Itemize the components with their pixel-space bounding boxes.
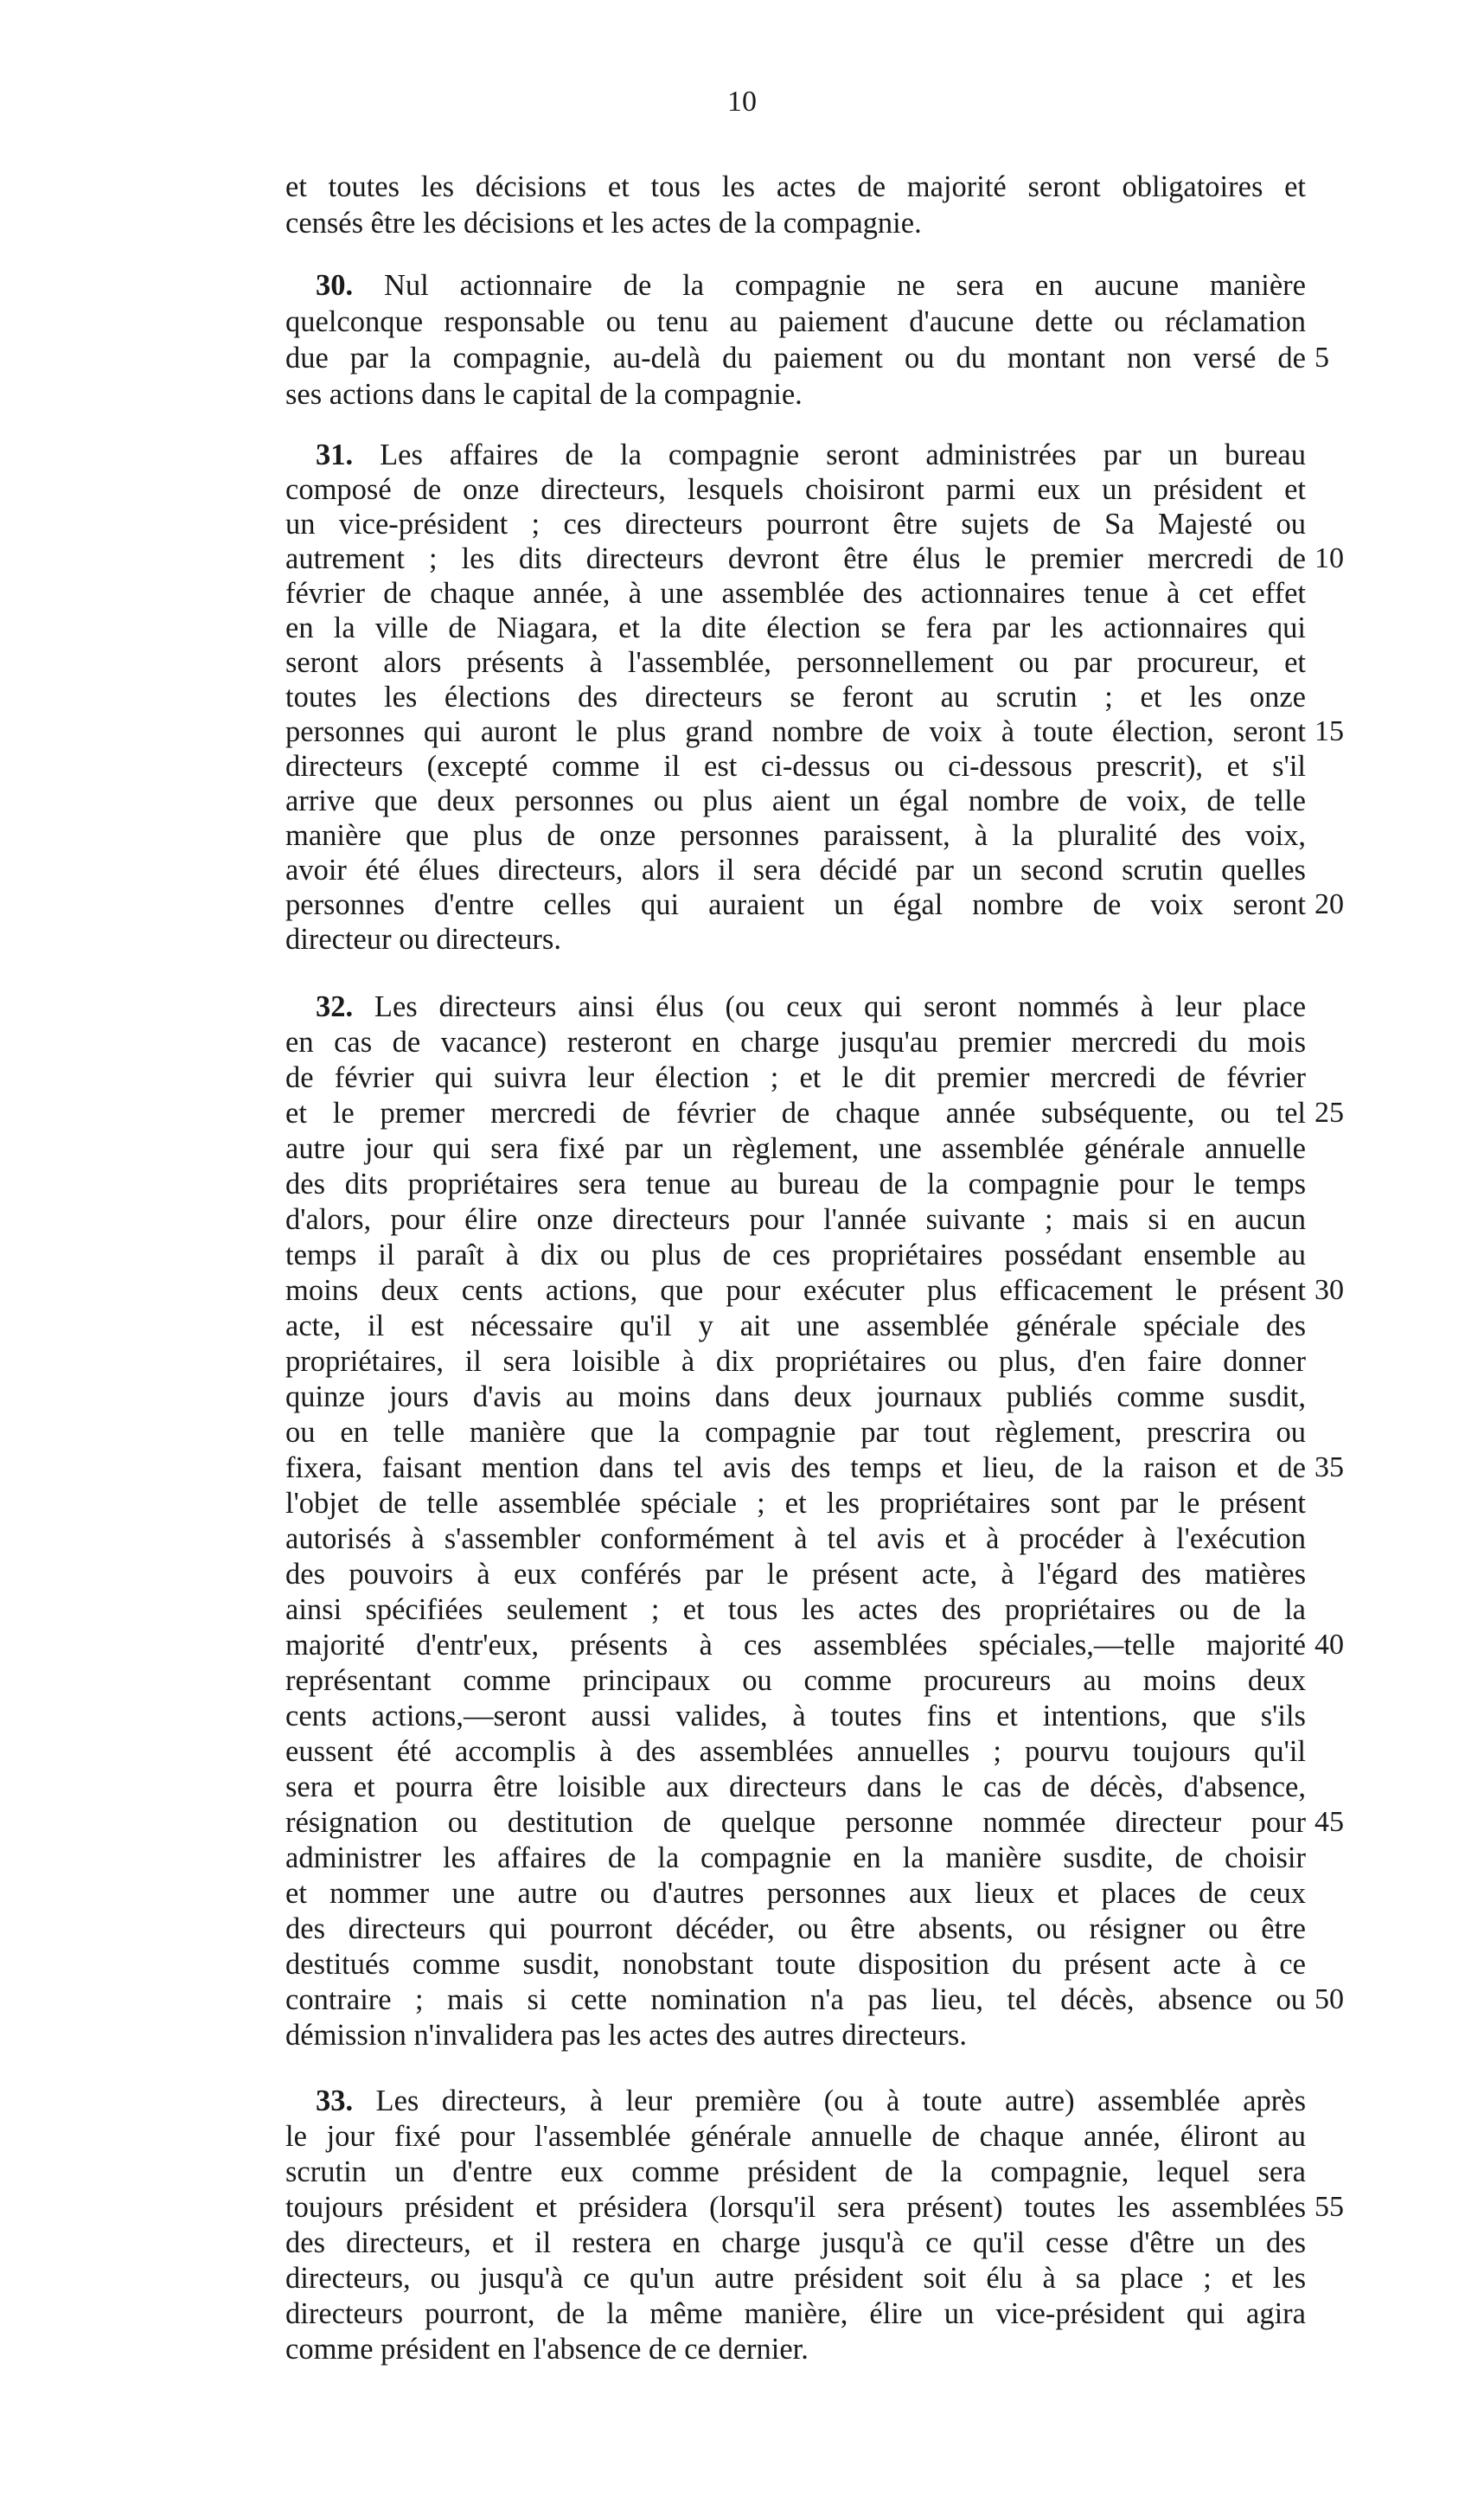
text-line: cents actions,—seront aussi valides, à toutes fins et intentions, que s'ils [285, 1700, 1306, 1732]
text-line: censés être les décisions et les actes de la compagnie. [285, 207, 922, 240]
text-line: représentant comme principaux ou comme procureurs au moins deux [285, 1664, 1306, 1697]
section-number: 30. [316, 269, 354, 302]
text-line: avoir été élues directeurs, alors il sera décidé par un second scrutin quelles [285, 854, 1306, 887]
text-line: toutes les élections des directeurs se feront au scrutin ; et les onze [285, 681, 1306, 714]
text-line: autrement ; les dits directeurs devront être élus le premier mercredi de [285, 542, 1306, 575]
text-line: directeur ou directeurs. [285, 923, 561, 956]
text-line: ses actions dans le capital de la compagnie. [285, 378, 803, 411]
text-line: arrive que deux personnes ou plus aient un égal nombre de voix, de telle [285, 785, 1306, 817]
text-line: toujours président et présidera (lorsqu'il sera présent) toutes les assemblées [285, 2191, 1306, 2224]
text-line: des pouvoirs à eux conférés par le présent acte, à l'égard des matières [285, 1558, 1306, 1591]
section-number: 31. [316, 439, 354, 471]
text-line: administrer les affaires de la compagnie en la manière susdite, de choisir [285, 1841, 1306, 1874]
text-line: due par la compagnie, au-delà du paiement ou du montant non versé de [285, 342, 1306, 375]
line-number: 30 [1314, 1274, 1344, 1306]
text-line: et le premer mercredi de février de chaque année subséquente, ou tel [285, 1097, 1306, 1130]
line-number: 35 [1314, 1451, 1344, 1483]
line-number: 5 [1314, 342, 1329, 374]
line-number: 50 [1314, 1983, 1344, 2015]
text-line: sera et pourra être loisible aux directeurs dans le cas de décès, d'absence, [285, 1771, 1306, 1803]
text-line: un vice-président ; ces directeurs pourront être sujets de Sa Majesté ou [285, 508, 1306, 541]
text-line: en cas de vacance) resteront en charge jusqu'au premier mercredi du mois [285, 1026, 1306, 1059]
text-line: des dits propriétaires sera tenue au bureau de la compagnie pour le temps [285, 1168, 1306, 1201]
page-number: 10 [727, 86, 757, 118]
text-line: des directeurs, et il restera en charge jusqu'à ce qu'il cesse d'être un des [285, 2226, 1306, 2259]
text-line: manière que plus de onze personnes paraissent, à la pluralité des voix, [285, 819, 1306, 852]
text-line: quelconque responsable ou tenu au paiement d'aucune dette ou réclamation [285, 305, 1306, 338]
text-line: fixera, faisant mention dans tel avis des temps et lieu, de la raison et de [285, 1451, 1306, 1484]
text-line: et toutes les décisions et tous les actes de majorité seront obligatoires et [285, 170, 1306, 203]
text-line: de février qui suivra leur élection ; et le dit premier mercredi de février [285, 1061, 1306, 1094]
section-31-first-line: 31. Les affaires de la compagnie seront administrées par un bureau [316, 439, 1306, 471]
line-number: 15 [1314, 715, 1344, 747]
text-line: composé de onze directeurs, lesquels choisiront parmi eux un président et [285, 473, 1306, 506]
text-line: majorité d'entr'eux, présents à ces assemblées spéciales,—telle majorité [285, 1629, 1306, 1662]
text-line: et nommer une autre ou d'autres personnes aux lieux et places de ceux [285, 1877, 1306, 1910]
text-line: des directeurs qui pourront décéder, ou être absents, ou résigner ou être [285, 1912, 1306, 1945]
text-line: directeurs (excepté comme il est ci-dessus ou ci-dessous prescrit), et s'il [285, 750, 1306, 783]
text-line: personnes qui auront le plus grand nombre de voix à toute élection, seront [285, 715, 1306, 748]
text-line: l'objet de telle assemblée spéciale ; et les propriétaires sont par le présent [285, 1487, 1306, 1520]
text-line: personnes d'entre celles qui auraient un égal nombre de voix seront [285, 888, 1306, 921]
section-30-first-line: 30. Nul actionnaire de la compagnie ne sera en aucune manière [316, 269, 1306, 302]
text-line: seront alors présents à l'assemblée, personnellement ou par procureur, et [285, 646, 1306, 679]
section-33-first-line: 33. Les directeurs, à leur première (ou à toute autre) assemblée après [316, 2085, 1306, 2117]
text-line: en la ville de Niagara, et la dite élection se fera par les actionnaires qui [285, 612, 1306, 644]
line-number: 55 [1314, 2191, 1344, 2223]
text-line: quinze jours d'avis au moins dans deux journaux publiés comme susdit, [285, 1380, 1306, 1413]
line-number: 10 [1314, 542, 1344, 574]
text-line: comme président en l'absence de ce dernier. [285, 2333, 809, 2366]
section-number: 33. [316, 2085, 354, 2117]
text-line: autre jour qui sera fixé par un règlement, une assemblée générale annuelle [285, 1132, 1306, 1165]
text-line: moins deux cents actions, que pour exécuter plus efficacement le présent [285, 1274, 1306, 1307]
text-line: démission n'invalidera pas les actes des autres directeurs. [285, 2019, 967, 2052]
text-line: d'alors, pour élire onze directeurs pour l'année suivante ; mais si en aucun [285, 1203, 1306, 1236]
text-line: ou en telle manière que la compagnie par tout règlement, prescrira ou [285, 1416, 1306, 1449]
text-line: eussent été accomplis à des assemblées annuelles ; pourvu toujours qu'il [285, 1735, 1306, 1768]
text-line: février de chaque année, à une assemblée des actionnaires tenue à cet effet [285, 577, 1306, 610]
text-line: propriétaires, il sera loisible à dix propriétaires ou plus, d'en faire donner [285, 1345, 1306, 1378]
line-number: 45 [1314, 1806, 1344, 1838]
text-line: ainsi spécifiées seulement ; et tous les actes des propriétaires ou de la [285, 1593, 1306, 1626]
text-line: scrutin un d'entre eux comme président de la compagnie, lequel sera [285, 2155, 1306, 2188]
text-line: destitués comme susdit, nonobstant toute disposition du présent acte à ce [285, 1948, 1306, 1981]
text-line: autorisés à s'assembler conformément à tel avis et à procéder à l'exécution [285, 1522, 1306, 1555]
line-number: 20 [1314, 888, 1344, 920]
text-line: directeurs, ou jusqu'à ce qu'un autre président soit élu à sa place ; et les [285, 2262, 1306, 2295]
text-line: contraire ; mais si cette nomination n'a pas lieu, tel décès, absence ou [285, 1983, 1306, 2016]
text-line: le jour fixé pour l'assemblée générale annuelle de chaque année, éliront au [285, 2120, 1306, 2153]
section-number: 32. [316, 990, 354, 1023]
line-number: 25 [1314, 1097, 1344, 1129]
line-number: 40 [1314, 1629, 1344, 1661]
text-line: temps il paraît à dix ou plus de ces propriétaires possédant ensemble au [285, 1239, 1306, 1271]
text-line: résignation ou destitution de quelque personne nommée directeur pour [285, 1806, 1306, 1839]
text-line: acte, il est nécessaire qu'il y ait une assemblée générale spéciale des [285, 1310, 1306, 1342]
text-line: directeurs pourront, de la même manière, élire un vice-président qui agira [285, 2297, 1306, 2330]
section-32-first-line: 32. Les directeurs ainsi élus (ou ceux qui seront nommés à leur place [316, 990, 1307, 1023]
